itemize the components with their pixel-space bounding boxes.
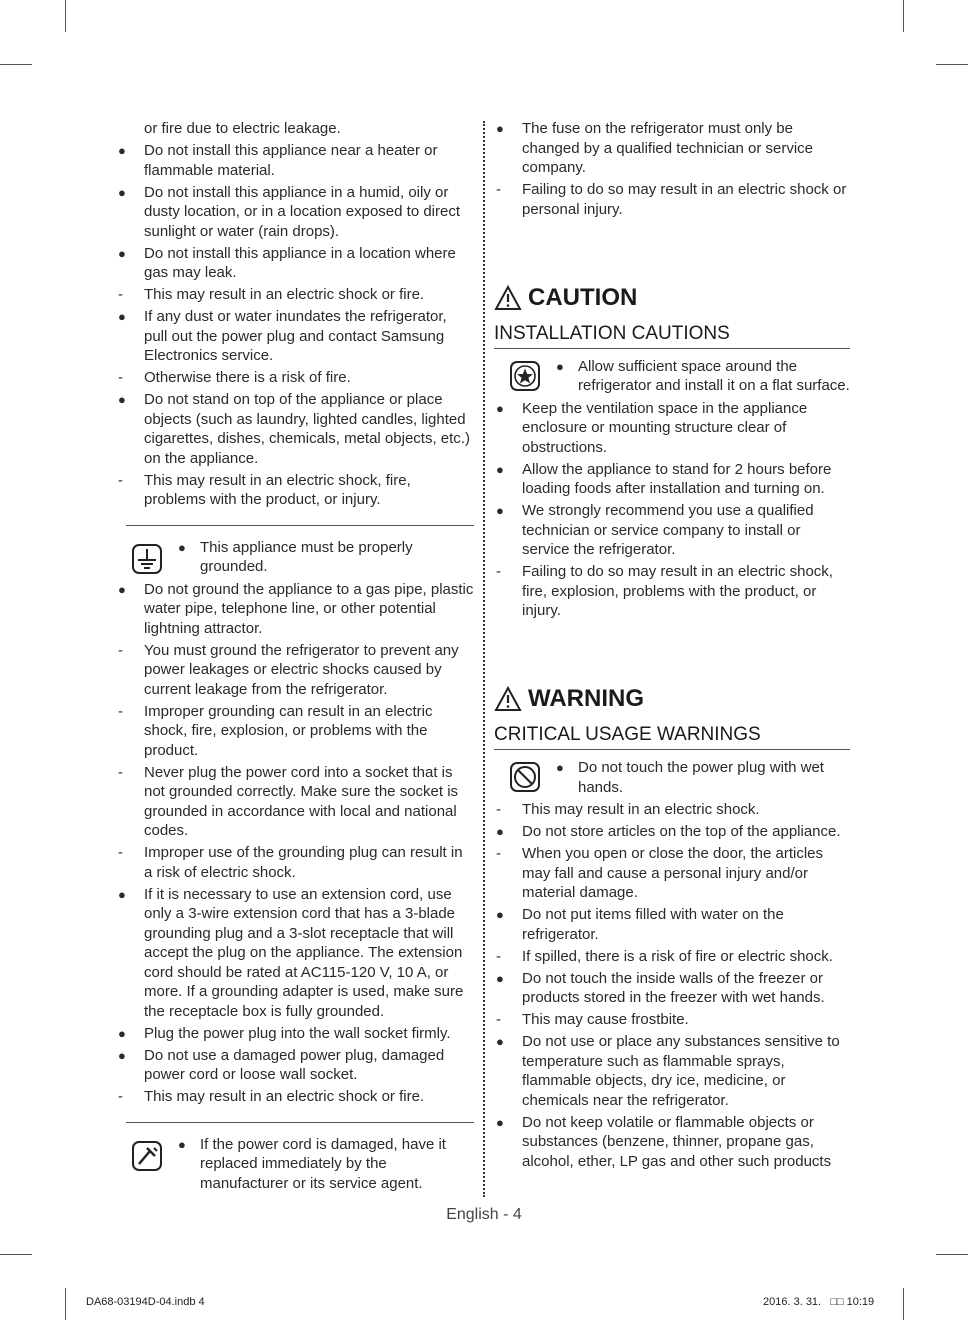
item-text: Failing to do so may result in an electric shock, fire, explosion, problems with the product, or injury.	[522, 563, 833, 619]
item-text: Improper grounding can result in an electric shock, fire, explosion, or problems with the product.	[144, 702, 433, 759]
item-text: When you open or close the door, the articles may fall and cause a personal injury and/or material damage.	[522, 845, 824, 901]
bullet-icon: ●	[496, 1034, 504, 1049]
item-text: Do not install this appliance in a location where gas may leak.	[144, 244, 456, 281]
power-cord-icon	[130, 1139, 164, 1173]
dash-item	[116, 368, 474, 388]
bullet-item	[494, 969, 850, 1008]
caution-list	[494, 399, 850, 621]
dash-item	[494, 844, 850, 903]
item-text: Do not ground the appliance to a gas pipe, plastic water pipe, telephone line, or other potential lightning attractor.	[144, 580, 474, 637]
bullet-item	[116, 1046, 474, 1085]
bullet-icon: ●	[496, 503, 504, 518]
item-text: Plug the power plug into the wall socket firmly.	[144, 1024, 451, 1042]
star-note	[494, 357, 850, 397]
dash-icon: -	[496, 181, 501, 198]
dash-item	[494, 947, 850, 967]
page-number: English - 4	[446, 1206, 522, 1223]
dash-icon: -	[118, 1088, 123, 1105]
section-separator	[126, 1122, 474, 1123]
item-text: Keep the ventilation space in the appliance enclosure or mounting structure clear of obstructions.	[522, 399, 808, 456]
bullet-item	[116, 390, 474, 468]
dash-item	[494, 1010, 850, 1030]
dash-icon: -	[496, 801, 501, 818]
item-text: This may result in an electric shock, fire, problems with the product, or injury.	[144, 471, 411, 508]
left-column	[116, 119, 474, 1195]
bullet-icon: ●	[178, 539, 186, 555]
item-text: We strongly recommend you use a qualified technician or service company to install or service the refrigerator.	[522, 502, 814, 558]
bullet-icon: ●	[556, 358, 564, 374]
bullet-item	[494, 905, 850, 944]
installation-cautions-subtitle: INSTALLATION CAUTIONS	[494, 322, 850, 349]
dash-item	[116, 763, 474, 841]
item-text: Never plug the power cord into a socket that is not grounded correctly. Make sure the socket is grounded in accordance with local and national codes.	[144, 763, 459, 839]
print-timestamp: 2016. 3. 31. □□ 10:19	[763, 1296, 875, 1308]
crop-mark	[65, 1288, 66, 1320]
section-separator	[126, 525, 474, 526]
bullet-icon: ●	[118, 245, 126, 261]
right-column	[494, 119, 850, 1174]
dash-item	[116, 285, 474, 305]
warning-triangle-icon	[494, 686, 522, 712]
dash-icon: -	[118, 844, 123, 861]
bullet-icon: ●	[118, 581, 126, 597]
bullet-icon: ●	[496, 824, 504, 839]
dash-icon: -	[496, 1011, 501, 1028]
bullet-icon: ●	[496, 1114, 504, 1130]
dash-icon: -	[118, 471, 123, 489]
bullet-icon: ●	[118, 143, 126, 158]
ground-note-text: This appliance must be properly grounded.	[200, 538, 413, 575]
dash-icon: -	[118, 641, 123, 659]
dash-item	[116, 702, 474, 761]
prohibit-note-text: Do not touch the power plug with wet hands.	[578, 759, 824, 796]
crop-mark	[936, 64, 968, 65]
item-text: Do not touch the inside walls of the freezer or products stored in the freezer with wet hands.	[522, 969, 825, 1006]
power-cord-note	[116, 1135, 474, 1194]
ground-icon	[130, 542, 164, 576]
warning-list	[494, 800, 850, 1171]
left-list	[116, 119, 474, 510]
item-text: Do not install this appliance in a humid, oily or dusty location, or in a location exposed to direct sunlight or water (rain drops).	[144, 183, 461, 240]
spacer	[494, 222, 850, 284]
bullet-icon: ●	[118, 886, 126, 902]
bullet-item	[494, 501, 850, 560]
dash-icon: -	[118, 702, 123, 720]
warning-title: WARNING	[528, 685, 644, 712]
item-text: This may result in an electric shock or fire.	[144, 1088, 425, 1105]
bullet-icon: ●	[496, 907, 504, 922]
item-text: Do not put items filled with water on the refrigerator.	[522, 906, 784, 943]
item-text: Do not store articles on the top of the appliance.	[522, 823, 841, 840]
dash-item	[494, 800, 850, 820]
item-text: Failing to do so may result in an electric shock or personal injury.	[522, 181, 847, 218]
bullet-item	[116, 244, 474, 283]
dash-icon: -	[496, 563, 501, 580]
item-text: Do not stand on top of the appliance or place objects (such as laundry, lighted candles, lighted cigarettes, dishes, chemicals, metal objects, etc.) on the appliance.	[144, 391, 470, 467]
power-cord-note-text: If the power cord is damaged, have it replaced immediately by the manufacturer or its service agent.	[200, 1135, 446, 1192]
item-text: Do not use or place any substances sensitive to temperature such as flammable sprays, flammable objects, dry ice, medicine, or chemicals near the refrigerator.	[522, 1033, 840, 1109]
dash-item	[116, 843, 474, 882]
bullet-icon: ●	[496, 400, 504, 416]
bullet-icon: ●	[496, 461, 504, 477]
bullet-icon: ●	[556, 760, 564, 775]
item-text: This may result in an electric shock or fire.	[144, 286, 425, 303]
item-text: Improper use of the grounding plug can result in a risk of electric shock.	[144, 844, 463, 881]
dash-item	[494, 562, 850, 621]
prohibit-icon	[508, 760, 542, 794]
star-note-text: Allow sufficient space around the refrigerator and install it on a flat surface.	[578, 357, 850, 394]
critical-usage-warnings-subtitle: CRITICAL USAGE WARNINGS	[494, 723, 850, 750]
crop-mark	[0, 1254, 32, 1255]
bullet-item	[116, 580, 474, 639]
bullet-icon: ●	[118, 1025, 126, 1041]
bullet-item	[494, 399, 850, 458]
bullet-item	[116, 141, 474, 180]
item-text: Do not keep volatile or flammable objects or substances (benzene, thinner, propane gas, alcohol, ether, LP gas and other such products	[522, 1113, 832, 1170]
bullet-item	[494, 460, 850, 499]
caution-heading	[494, 284, 850, 312]
right-list	[494, 119, 850, 219]
warning-heading	[494, 685, 850, 713]
bullet-item	[116, 307, 474, 366]
bullet-item	[494, 822, 850, 842]
dash-icon: -	[496, 947, 501, 965]
dash-icon: -	[496, 845, 501, 862]
item-text: Otherwise there is a risk of fire.	[144, 369, 351, 386]
crop-mark	[903, 1288, 904, 1320]
bullet-icon: ●	[118, 309, 126, 324]
item-text: If any dust or water inundates the refrigerator, pull out the power plug and contact Samsung Electronics service.	[144, 308, 447, 364]
bullet-icon: ●	[118, 1047, 126, 1063]
bullet-item	[494, 1032, 850, 1110]
dash-item	[116, 1087, 474, 1107]
bullet-icon: ●	[496, 121, 504, 136]
item-text: or fire due to electric leakage.	[144, 120, 341, 137]
warning-triangle-icon	[494, 285, 522, 311]
bullet-item	[494, 1113, 850, 1172]
dash-icon: -	[118, 763, 123, 781]
crop-mark	[936, 1254, 968, 1255]
bullet-icon: ●	[178, 1136, 186, 1152]
dash-icon: -	[118, 286, 123, 303]
crop-mark	[0, 64, 32, 65]
item-text: If it is necessary to use an extension cord, use only a 3-wire extension cord that has a 3-blade grounding plug and a 3-slot receptacle that will accept the plug on the appliance. The extension cord should be rated at AC115-120 V, 10 A, or more. If a grounding adapter is used, make sure the receptacle box is fully grounded.	[144, 885, 464, 1020]
bullet-item	[116, 885, 474, 1022]
file-name: DA68-03194D-04.indb 4	[86, 1296, 205, 1308]
bullet-icon: ●	[118, 184, 126, 200]
column-divider	[483, 121, 485, 1197]
dash-icon: -	[118, 369, 123, 386]
prohibit-note	[494, 758, 850, 798]
left-list-2	[116, 580, 474, 1107]
bullet-icon: ●	[118, 392, 126, 407]
dash-item	[116, 641, 474, 700]
item-text: If spilled, there is a risk of fire or electric shock.	[522, 947, 833, 965]
caution-title: CAUTION	[528, 283, 638, 311]
ground-note	[116, 538, 474, 578]
bullet-icon: ●	[496, 970, 504, 986]
item-text: This may result in an electric shock.	[522, 801, 760, 818]
item-text: You must ground the refrigerator to prevent any power leakages or electric shocks caused by current leakage from the refrigerator.	[144, 641, 459, 698]
dash-item	[494, 180, 850, 219]
spacer	[494, 623, 850, 685]
dash-item	[116, 471, 474, 510]
bullet-item	[116, 183, 474, 242]
bullet-item	[494, 119, 850, 178]
bullet-item	[116, 1024, 474, 1044]
continued-text	[116, 119, 474, 139]
crop-mark	[65, 0, 66, 32]
star-note-icon	[508, 359, 542, 393]
item-text: Do not install this appliance near a heater or flammable material.	[144, 142, 438, 179]
item-text: Allow the appliance to stand for 2 hours before loading foods after installation and turning on.	[522, 460, 832, 497]
crop-mark	[903, 0, 904, 32]
item-text: The fuse on the refrigerator must only be changed by a qualified technician or service company.	[522, 120, 814, 176]
item-text: Do not use a damaged power plug, damaged power cord or loose wall socket.	[144, 1046, 445, 1083]
item-text: This may cause frostbite.	[522, 1011, 689, 1028]
